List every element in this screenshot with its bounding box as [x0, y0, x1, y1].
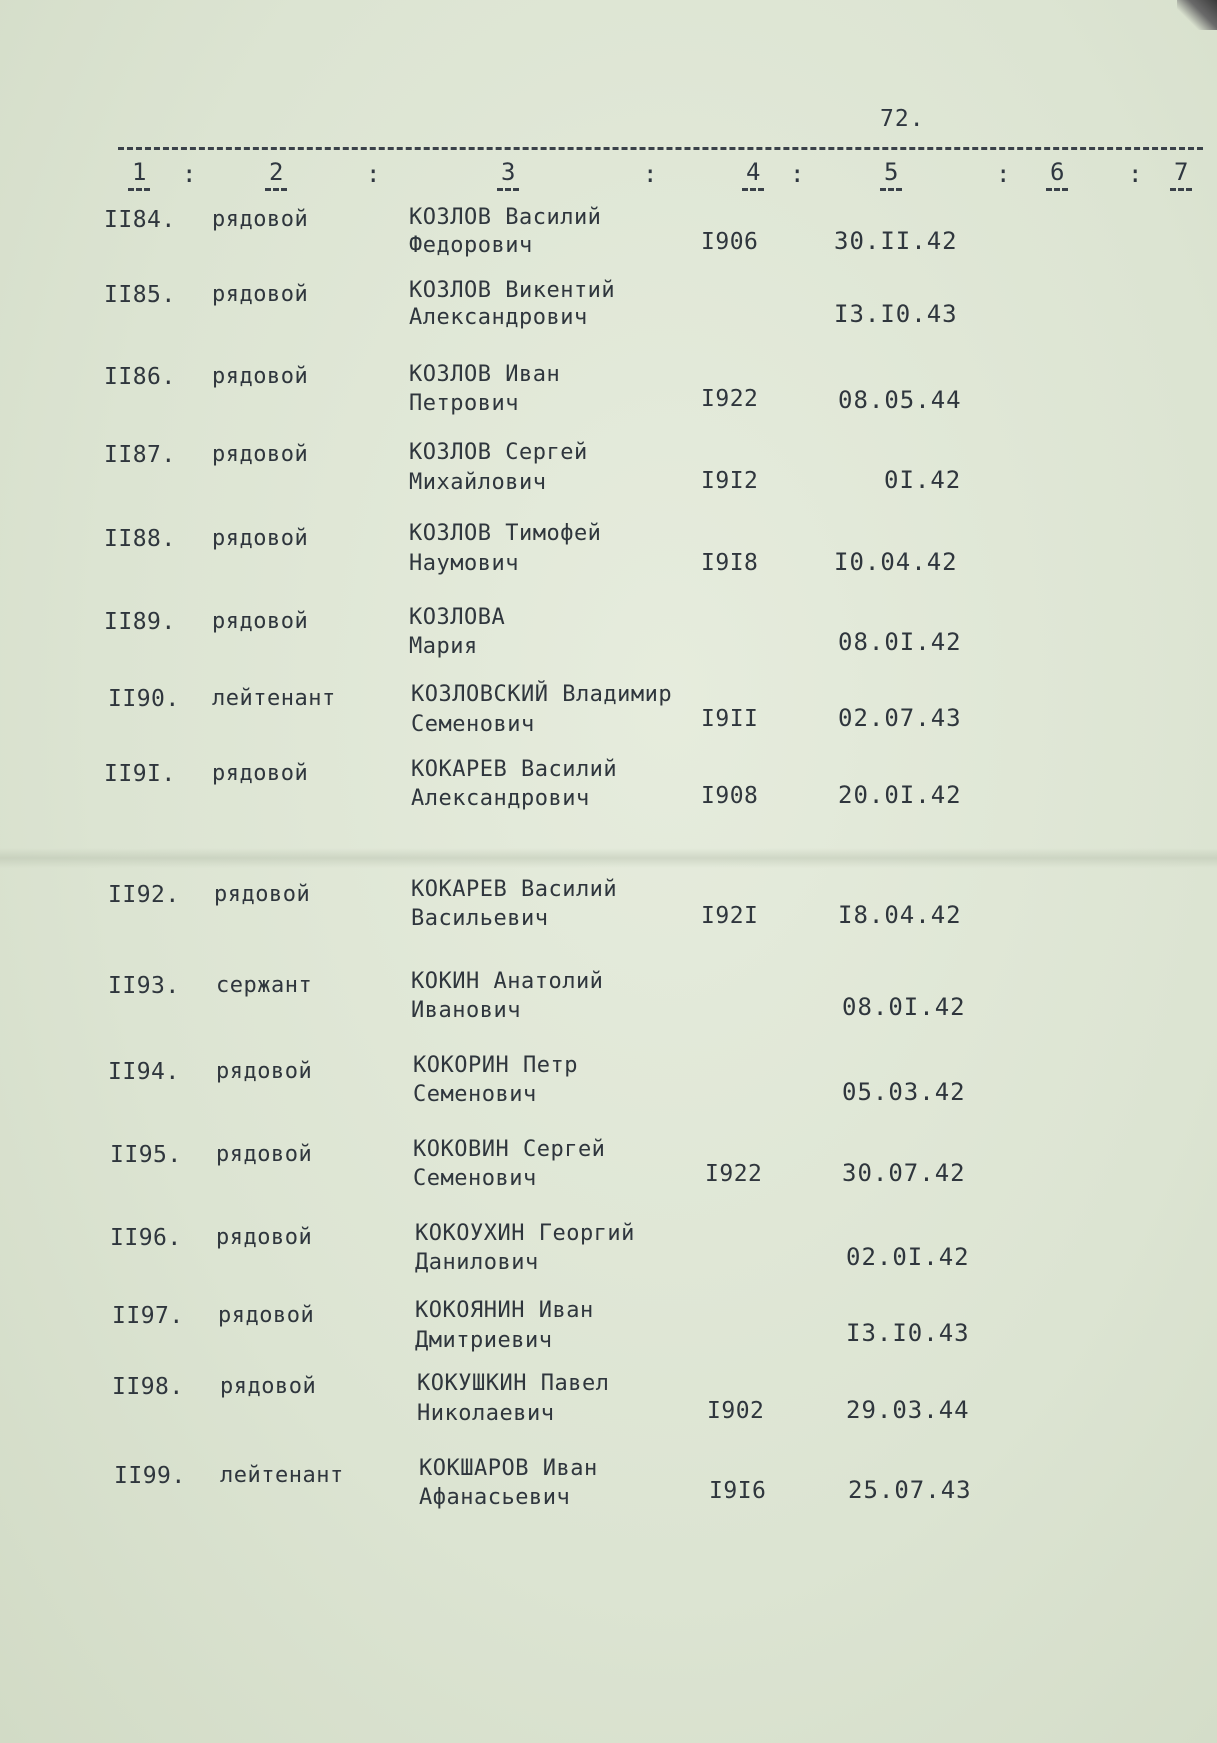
paper-fold-crease — [0, 848, 1217, 868]
record-number: II88. — [104, 526, 176, 552]
record-rank: рядовой — [212, 526, 309, 551]
record-rank: рядовой — [216, 1059, 313, 1084]
record-date: 08.05.44 — [838, 386, 962, 414]
record-patronymic: Федорович — [409, 233, 533, 258]
record-surname-name: КОКОВИН Сергей — [413, 1137, 606, 1162]
column-header-1: 1 — [128, 158, 150, 191]
record-patronymic: Александрович — [411, 786, 590, 811]
record-date: 05.03.42 — [842, 1078, 966, 1106]
record-number: II9I. — [104, 761, 176, 787]
record-surname-name: КОЗЛОВ Сергей — [409, 440, 588, 465]
column-separator: : — [1128, 160, 1143, 188]
record-rank: рядовой — [212, 282, 309, 307]
record-rank: сержант — [216, 973, 313, 998]
record-date: 25.07.43 — [848, 1476, 972, 1504]
record-surname-name: КОКАРЕВ Василий — [411, 877, 618, 902]
record-rank: рядовой — [220, 1374, 317, 1399]
record-patronymic: Семенович — [413, 1082, 537, 1107]
column-header-7: 7 — [1170, 158, 1192, 191]
record-date: I0.04.42 — [834, 548, 958, 576]
record-date: 30.07.42 — [842, 1159, 966, 1187]
record-number: II96. — [110, 1225, 182, 1251]
record-surname-name: КОКОУХИН Георгий — [415, 1221, 635, 1246]
record-number: II84. — [104, 207, 176, 233]
record-surname-name: КОКШАРОВ Иван — [419, 1456, 598, 1481]
record-rank: рядовой — [216, 1142, 313, 1167]
record-date: 20.0I.42 — [838, 781, 962, 809]
record-number: II89. — [104, 609, 176, 635]
record-patronymic: Дмитриевич — [415, 1328, 553, 1353]
record-birth-year: I902 — [707, 1398, 765, 1424]
header-dashed-rule — [118, 147, 1203, 150]
column-separator: : — [790, 160, 805, 188]
record-surname-name: КОЗЛОВА — [409, 605, 506, 630]
record-date: 30.II.42 — [834, 227, 958, 255]
record-birth-year: I922 — [705, 1161, 763, 1187]
column-separator: : — [996, 160, 1011, 188]
record-rank: рядовой — [214, 882, 311, 907]
record-number: II94. — [108, 1059, 180, 1085]
record-number: II87. — [104, 442, 176, 468]
record-rank: рядовой — [212, 442, 309, 467]
record-number: II90. — [108, 686, 180, 712]
column-header-5: 5 — [880, 158, 902, 191]
record-patronymic: Наумович — [409, 551, 519, 576]
record-number: II92. — [108, 882, 180, 908]
column-separator: : — [182, 160, 197, 188]
record-birth-year: I922 — [701, 386, 759, 412]
column-header-2: 2 — [265, 158, 287, 191]
column-header-3: 3 — [497, 158, 519, 191]
record-patronymic: Александрович — [409, 305, 588, 330]
record-date: I8.04.42 — [838, 901, 962, 929]
page-number: 72. — [880, 106, 925, 132]
column-header-6: 6 — [1046, 158, 1068, 191]
record-surname-name: КОКОЯНИН Иван — [415, 1298, 594, 1323]
record-patronymic: Николаевич — [417, 1401, 555, 1426]
record-patronymic: Афанасьевич — [419, 1485, 571, 1510]
record-date: 29.03.44 — [846, 1396, 970, 1424]
record-surname-name: КОКАРЕВ Василий — [411, 757, 618, 782]
record-rank: рядовой — [216, 1225, 313, 1250]
record-date: 0I.42 — [884, 466, 962, 494]
record-patronymic: Мария — [409, 634, 478, 659]
record-number: II95. — [110, 1142, 182, 1168]
record-patronymic: Семенович — [413, 1166, 537, 1191]
record-birth-year: I92I — [701, 903, 759, 929]
record-surname-name: КОЗЛОВ Василий — [409, 205, 602, 230]
record-birth-year: I906 — [701, 229, 759, 255]
column-separator: : — [643, 160, 658, 188]
record-date: 02.07.43 — [838, 704, 962, 732]
record-surname-name: КОКОРИН Петр — [413, 1053, 578, 1078]
column-separator: : — [366, 160, 381, 188]
column-header-4: 4 — [742, 158, 764, 191]
record-rank: рядовой — [212, 364, 309, 389]
record-surname-name: КОКУШКИН Павел — [417, 1371, 610, 1396]
record-surname-name: КОЗЛОВСКИЙ Владимир — [411, 682, 673, 707]
record-date: 02.0I.42 — [846, 1243, 970, 1271]
record-birth-year: I9I8 — [701, 550, 759, 576]
record-patronymic: Михайлович — [409, 470, 547, 495]
record-patronymic: Иванович — [411, 998, 521, 1023]
record-rank: лейтенант — [220, 1463, 344, 1488]
record-surname-name: КОЗЛОВ Тимофей — [409, 521, 602, 546]
record-surname-name: КОЗЛОВ Викентий — [409, 278, 616, 303]
record-date: 08.0I.42 — [842, 993, 966, 1021]
record-number: II86. — [104, 364, 176, 390]
record-date: I3.I0.43 — [834, 300, 958, 328]
record-rank: рядовой — [218, 1303, 315, 1328]
record-rank: рядовой — [212, 609, 309, 634]
page-corner-fold — [1177, 0, 1217, 30]
record-date: I3.I0.43 — [846, 1319, 970, 1347]
record-surname-name: КОЗЛОВ Иван — [409, 362, 561, 387]
record-surname-name: КОКИН Анатолий — [411, 969, 604, 994]
record-number: II98. — [112, 1374, 184, 1400]
record-rank: лейтенант — [212, 686, 336, 711]
record-rank: рядовой — [212, 761, 309, 786]
record-number: II99. — [114, 1463, 186, 1489]
record-birth-year: I9I6 — [709, 1478, 767, 1504]
record-date: 08.0I.42 — [838, 628, 962, 656]
record-birth-year: I9I2 — [701, 468, 759, 494]
record-birth-year: I9II — [701, 706, 759, 732]
record-patronymic: Васильевич — [411, 906, 549, 931]
record-number: II93. — [108, 973, 180, 999]
record-patronymic: Семенович — [411, 712, 535, 737]
record-rank: рядовой — [212, 207, 309, 232]
record-patronymic: Петрович — [409, 391, 519, 416]
record-birth-year: I908 — [701, 783, 759, 809]
record-patronymic: Данилович — [415, 1250, 539, 1275]
record-number: II85. — [104, 282, 176, 308]
record-number: II97. — [112, 1303, 184, 1329]
